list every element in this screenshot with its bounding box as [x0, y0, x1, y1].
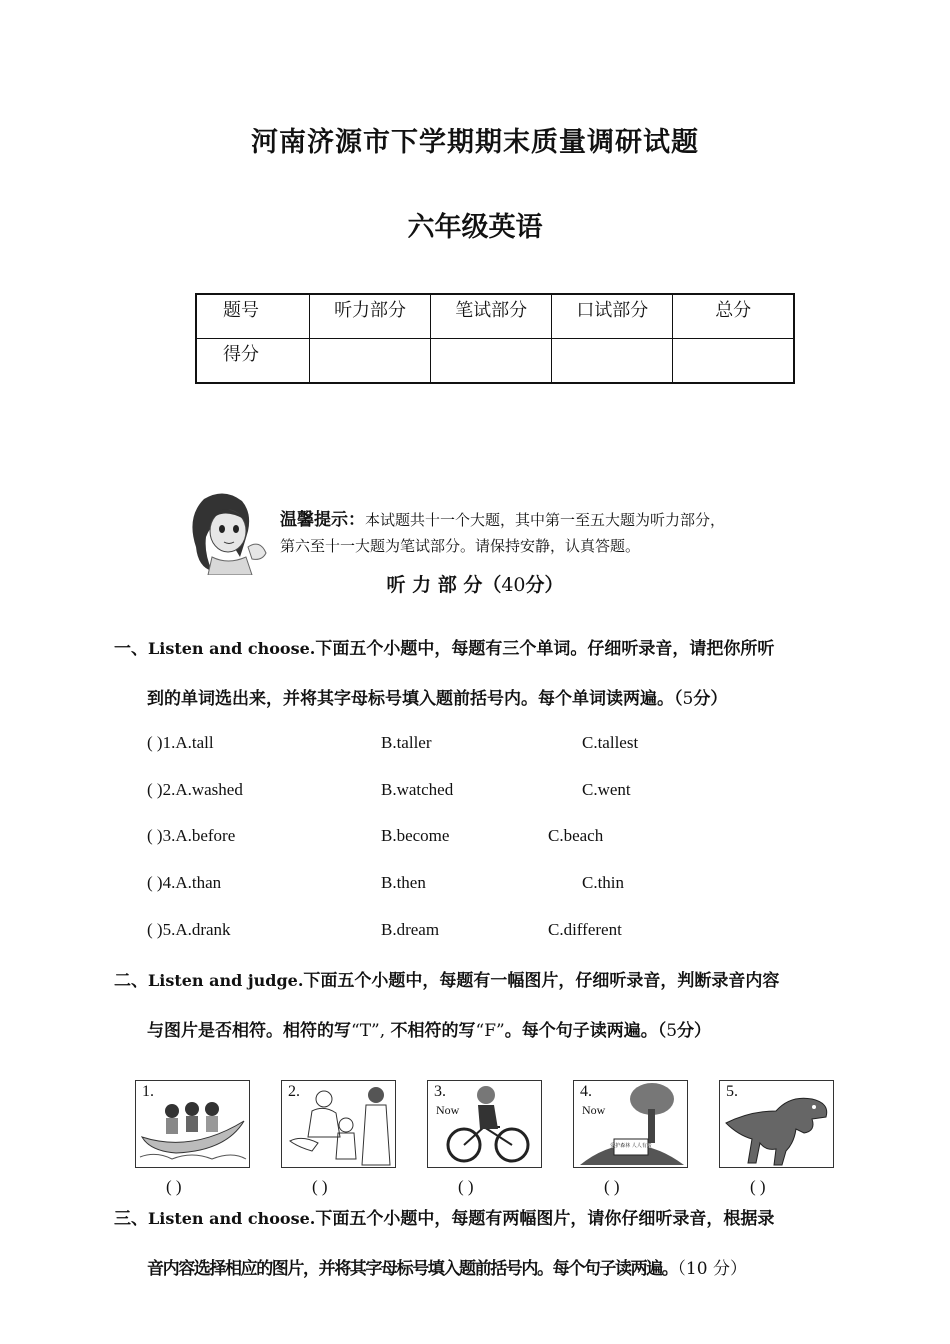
picture-number: 5. — [726, 1083, 738, 1100]
score-input-cell[interactable] — [552, 339, 673, 384]
q2-english: Listen and judge. — [148, 971, 304, 990]
q3-instructions-1: 下面五个小题中，每题有两幅图片，请你仔细听录音，根据录 — [315, 1209, 775, 1229]
table-row — [196, 339, 794, 384]
q1-instructions-2: 到的单词选出来，并将其字母标号填入题前括号内。每个单词读两遍。（ — [147, 689, 683, 709]
tip-line-2: 第六至十一大题为笔试部分。请保持安静，认真答题。 — [280, 537, 641, 555]
q3-english: Listen and choose. — [148, 1209, 316, 1228]
q1-item-2-c: C.went — [582, 780, 631, 799]
answer-paren-2[interactable]: ( ) — [312, 1177, 328, 1196]
girl-illustration — [182, 487, 274, 575]
q2-prefix: 二、 — [114, 971, 148, 991]
score-table — [195, 293, 795, 384]
score-input-cell[interactable] — [431, 339, 552, 384]
q1-line-2 — [147, 684, 727, 709]
table-cell: 题号 — [196, 294, 310, 339]
picture-number: 4. — [580, 1083, 592, 1100]
q3-prefix: 三、 — [114, 1209, 148, 1229]
q2-line-2 — [147, 1016, 711, 1041]
table-cell: 听力部分 — [310, 294, 431, 339]
q1-item-1-c: C.tallest — [582, 733, 639, 752]
q3-instructions-2: 音内容选择相应的图片，并将其字母标号填入题前括号内。每个句子读两遍。 — [147, 1259, 678, 1279]
listening-heading — [0, 570, 950, 597]
now-label: Now — [582, 1103, 606, 1117]
q3-line-1 — [114, 1204, 774, 1229]
q1-item-4-c: C.thin — [582, 873, 625, 892]
picture-2 — [281, 1080, 396, 1168]
q1-item-2-a[interactable]: ( )2.A.washed — [147, 780, 243, 799]
q2-line-1 — [114, 966, 779, 991]
picture-number: 3. — [434, 1083, 446, 1100]
q1-item-3-c: C.beach — [548, 826, 604, 845]
sign-text: 爱护森林 人人有责 — [610, 1143, 652, 1149]
q1-item-4-b: B.then — [381, 873, 426, 892]
q1-line-1 — [114, 634, 774, 659]
picture-1 — [135, 1080, 250, 1168]
q1-end: 分） — [693, 689, 728, 709]
picture-5 — [719, 1080, 834, 1168]
listening-points: 40 — [501, 574, 526, 596]
q1-item-5-a[interactable]: ( )5.A.drank — [147, 920, 231, 939]
picture-number: 2. — [288, 1083, 300, 1100]
exam-subtitle: 六年级英语 — [407, 212, 543, 243]
tip-text: 本试题共十一个大题，其中第一至五大题为听力部分， — [365, 511, 726, 529]
q1-item-5-c: C.different — [548, 920, 622, 939]
tip-box — [280, 507, 800, 559]
q1-item-2-b: B.watched — [381, 780, 454, 799]
answer-paren-5[interactable]: ( ) — [750, 1177, 766, 1196]
answer-paren-4[interactable]: ( ) — [604, 1177, 620, 1196]
exam-title: 河南济源市下学期期末质量调研试题 — [251, 127, 699, 158]
tip-line-1 — [280, 507, 800, 533]
q2-points: 5 — [666, 1021, 678, 1041]
answer-paren-1[interactable]: ( ) — [166, 1177, 182, 1196]
q2-instructions-2c: 。每个句子读两遍。（ — [504, 1021, 667, 1041]
score-input-cell[interactable] — [673, 339, 794, 384]
table-cell: 总分 — [673, 294, 794, 339]
listening-heading-end: 分） — [525, 574, 564, 596]
q1-item-3-a[interactable]: ( )3.A.before — [147, 826, 236, 845]
picture-3 — [427, 1080, 542, 1168]
q1-item-5-b: B.dream — [381, 920, 440, 939]
picture-number: 1. — [142, 1083, 154, 1100]
q2-instructions-2a: 与图片是否相符。相符的写 — [147, 1021, 351, 1041]
answer-paren-3[interactable]: ( ) — [458, 1177, 474, 1196]
picture-4 — [573, 1080, 688, 1168]
now-label: Now — [436, 1103, 460, 1117]
table-row — [196, 294, 794, 339]
q2-instructions-2b: 不相符的写 — [390, 1021, 476, 1041]
q3-line-2 — [147, 1254, 747, 1279]
q2-instructions-1: 下面五个小题中，每题有一幅图片，仔细听录音，判断录音内容 — [303, 971, 780, 991]
tip-label: 温馨提示： — [280, 510, 365, 530]
q3-points: （10 分） — [677, 1259, 747, 1279]
table-cell: 得分 — [196, 339, 310, 384]
q2-end: 分） — [677, 1021, 712, 1041]
q1-item-1-b: B.taller — [381, 733, 432, 752]
score-input-cell[interactable] — [310, 339, 431, 384]
q1-points: 5 — [682, 689, 694, 709]
q1-prefix: 一、 — [114, 639, 148, 659]
table-cell: 口试部分 — [552, 294, 673, 339]
q2-false-mark: “F” — [475, 1021, 505, 1041]
table-cell: 笔试部分 — [431, 294, 552, 339]
q1-instructions-1: 下面五个小题中，每题有三个单词。仔细听录音，请把你所听 — [315, 639, 775, 659]
q1-item-3-b: B.become — [381, 826, 450, 845]
listening-heading-text: 听 力 部 分（ — [386, 574, 502, 596]
q1-english: Listen and choose. — [148, 639, 316, 658]
q2-true-mark: “T”, — [351, 1021, 391, 1041]
q1-item-4-a[interactable]: ( )4.A.than — [147, 873, 222, 892]
q1-item-1-a[interactable]: ( )1.A.tall — [147, 733, 214, 752]
